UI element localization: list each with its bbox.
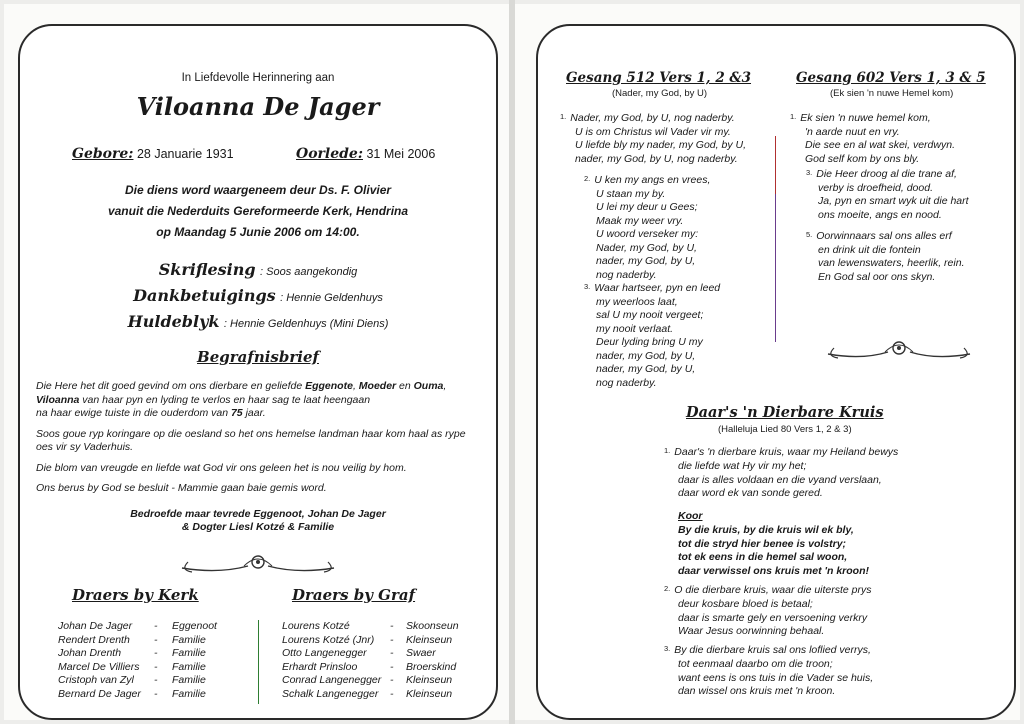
- hymn2-verse-1: 1. Ek sien 'n nuwe hemel kom, 'n aarde nuut en vry. Die see en al wat skei, verdwyn. God self kom by ons bly.: [790, 112, 955, 165]
- service-line: vanuit die Nederduits Gereformeerde Kerk, Hendrina: [107, 204, 409, 218]
- table-row: Marcel De Villiers - Familie: [58, 660, 206, 673]
- bearers-church-table: [58, 620, 217, 702]
- table-row: Otto Langenegger - Swaer: [282, 647, 436, 660]
- letter-paragraph: Die Here het dit goed gevind om ons dierbare en geliefde Eggenote, Moeder en Ouma, Viloanna van haar pyn en lyding te verlos en haar sag te laat heengaan na haar ewige tuiste in die ouderdom van 75 jaar.: [36, 380, 447, 419]
- hymn3-verse-3: 3. By die dierbare kruis sal ons loflied verrys, tot eenmaal daarbo om die troon; want eens is ons tuis in die Vader se huis, dan wissel ons kruis met 'n kroon.: [664, 644, 874, 698]
- hymn3-verse-2: 2. O die dierbare kruis, waar die uiterste prys deur kosbare bloed is betaal; daar is smarte gely en versoening verkry Waar Jesus oorwinning behaal.: [664, 584, 872, 638]
- table-row: Johan Drenth - Familie: [58, 647, 206, 660]
- hymn3-chorus: Koor By die kruis, by die kruis wil ek bly, tot die stryd hier benee is volstry; tot ek eens in die hemel sal woon, daar verwissel ons kruis met 'n kroon!: [678, 510, 869, 578]
- letter-paragraph: Die blom van vreugde en liefde wat God vir ons geleen het is nou veilig by hom.: [36, 461, 407, 474]
- chorus-label: Koor: [678, 510, 703, 522]
- flourish-ornament: [178, 548, 338, 578]
- thanks-line: [20, 286, 496, 306]
- memorial-card: [18, 24, 498, 720]
- born-label: Gebore:: [72, 146, 134, 162]
- died-date: 31 Mei 2006: [366, 147, 436, 161]
- bearers-grave-title: Draers by Graf: [292, 586, 416, 604]
- table-row: Rendert Drenth - Familie: [58, 633, 206, 646]
- scripture-label: Skriflesing: [158, 260, 256, 279]
- hymn3-verse-1: 1. Daar's 'n dierbare kruis, waar my Heiland bewys die liefde wat Hy vir my het; daar is alles voldaan en die vyand verslaan, daar word ek van sonde gered.: [664, 446, 899, 500]
- hymn2-verse-3: 3. Die Heer droog al die trane af, verby is droefheid, dood. Ja, pyn en smart wyk uit die hart ons moeite, angs en nood.: [806, 168, 969, 221]
- hymn2-subtitle: (Ek sien 'n nuwe Hemel kom): [830, 88, 954, 99]
- table-row: Lourens Kotzé (Jnr) - Kleinseun: [282, 633, 453, 646]
- thanks-label: Dankbetuigings: [133, 286, 276, 305]
- bearers-divider: [258, 620, 259, 704]
- hymn1-verse-1: 1. Nader, my God, by U, nog naderby. U is om Christus wil Vader vir my. U liefde bly my nader, my God, by U, nader, my God, by U, nog naderby.: [560, 112, 746, 165]
- hymn1-title: Gesang 512 Vers 1, 2 &3: [566, 70, 752, 86]
- thanks-value: : Hennie Geldenhuys: [280, 292, 383, 304]
- table-row: Johan De Jager - Eggenoot: [58, 620, 217, 632]
- service-line: op Maandag 5 Junie 2006 om 14:00.: [156, 225, 360, 239]
- table-row: Cristoph van Zyl - Familie: [58, 674, 206, 687]
- table-row: Schalk Langenegger - Kleinseun: [282, 687, 453, 700]
- hymn2-verse-5: 5. Oorwinnaars sal ons alles erf en drink uit die fontein van lewenswaters, heerlik, rein. En God sal oor ons skyn.: [806, 230, 965, 283]
- hymn-card: [536, 24, 1016, 720]
- birth-line: [72, 146, 234, 162]
- died-label: Oorlede:: [296, 146, 363, 162]
- page-fold: [509, 0, 515, 724]
- funeral-letter: [36, 380, 486, 496]
- tribute-value: : Hennie Geldenhuys (Mini Diens): [223, 318, 389, 330]
- letter-title: Begrafnisbrief: [197, 348, 319, 366]
- bearers-church-title: Draers by Kerk: [72, 586, 199, 604]
- tribute-label: Huldeblyk: [127, 312, 220, 331]
- flourish-ornament: [824, 336, 974, 364]
- column-divider: [775, 194, 776, 342]
- deceased-name: Viloanna De Jager: [136, 92, 380, 121]
- hymn3-subtitle: (Halleluja Lied 80 Vers 1, 2 & 3): [718, 424, 852, 435]
- death-line: [296, 146, 435, 162]
- hymn1-verse-3: 3. Waar hartseer, pyn en leed my weerloos laat, sal U my nooit vergeet; my nooit verlaat. Deur lyding bring U my nader, my God, by U, nader, my God, by U, nog naderby.: [584, 282, 721, 389]
- hymn1-verse-2: 2. U ken my angs en vrees, U staan my by. U lei my deur u Gees; Maak my weer vry. U woord verseker my: Nader, my God, by U, nader, my God, by U, nog naderby.: [584, 174, 711, 281]
- table-row: Erhardt Prinsloo - Broerskind: [282, 660, 457, 673]
- hymn3-title: Daar's 'n Dierbare Kruis: [686, 404, 884, 421]
- letter-paragraph: Ons berus by God se besluit - Mammie gaan baie gemis word.: [36, 482, 327, 494]
- scripture-value: : Soos aangekondig: [260, 266, 358, 278]
- hymn2-title: Gesang 602 Vers 1, 3 & 5: [796, 70, 986, 86]
- mourners: Bedroefde maar tevrede Eggenoot, Johan De Jager & Dogter Liesl Kotzé & Familie: [130, 508, 386, 533]
- service-info: [20, 180, 496, 243]
- hymn1-subtitle: (Nader, my God, by U): [612, 88, 708, 99]
- tribute-line: [20, 312, 496, 332]
- letter-paragraph: Soos goue ryp koringare op die oesland so het ons hemelse landman haar kom haal as rype oes vir sy Vaderhuis.: [36, 427, 466, 453]
- service-line: Die diens word waargeneem deur Ds. F. Olivier: [124, 183, 392, 197]
- intro-text: In Liefdevolle Herinnering aan: [181, 72, 335, 84]
- born-date: 28 Januarie 1931: [136, 147, 234, 161]
- table-row: Lourens Kotzé - Skoonseun: [282, 620, 459, 632]
- scripture-line: [20, 260, 496, 280]
- bearers-grave-table: [282, 620, 459, 702]
- table-row: Bernard De Jager - Familie: [58, 687, 206, 700]
- table-row: Conrad Langenegger - Kleinseun: [282, 674, 453, 687]
- column-divider: [775, 136, 776, 194]
